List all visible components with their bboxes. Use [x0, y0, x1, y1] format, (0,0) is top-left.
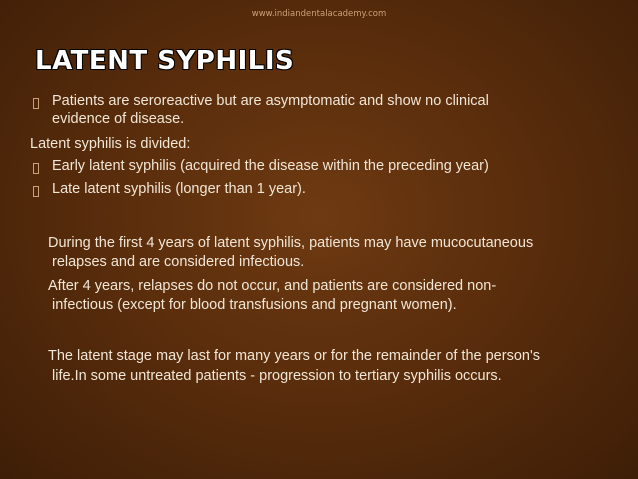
bullet-2-text: Early latent syphilis (acquired the disease within the preceding year): [52, 158, 489, 174]
slide-title: LATENT SYPHILIS: [35, 46, 295, 76]
bullet-3-text: Late latent syphilis (longer than 1 year).: [52, 181, 306, 197]
para-2-line-2: infectious (except for blood transfusions and pregnant women).: [52, 297, 457, 313]
watermark: www.indiandentalacademy.com: [251, 9, 387, 19]
bullet-1-line-1: Patients are seroreactive but are asymptomatic and show no clinical: [52, 93, 489, 109]
para-3-line-1: The latent stage may last for many years or for the remainder of the person's: [48, 348, 540, 364]
para-1-line-2: relapses and are considered infectious.: [52, 254, 305, 270]
para-2-line-1: After 4 years, relapses do not occur, and patients are considered non-: [48, 278, 497, 294]
bullet-1-line-2: evidence of disease.: [52, 111, 185, 127]
para-3-line-2: life.In some untreated patients - progression to tertiary syphilis occurs.: [52, 368, 502, 384]
bullet-icon: [33, 163, 39, 174]
para-1-line-1: During the first 4 years of latent syphilis, patients may have mucocutaneous: [48, 235, 534, 251]
bullet-icon: [33, 98, 39, 109]
intro-text: Latent syphilis is divided:: [30, 136, 191, 152]
bullet-icon: [33, 186, 39, 197]
